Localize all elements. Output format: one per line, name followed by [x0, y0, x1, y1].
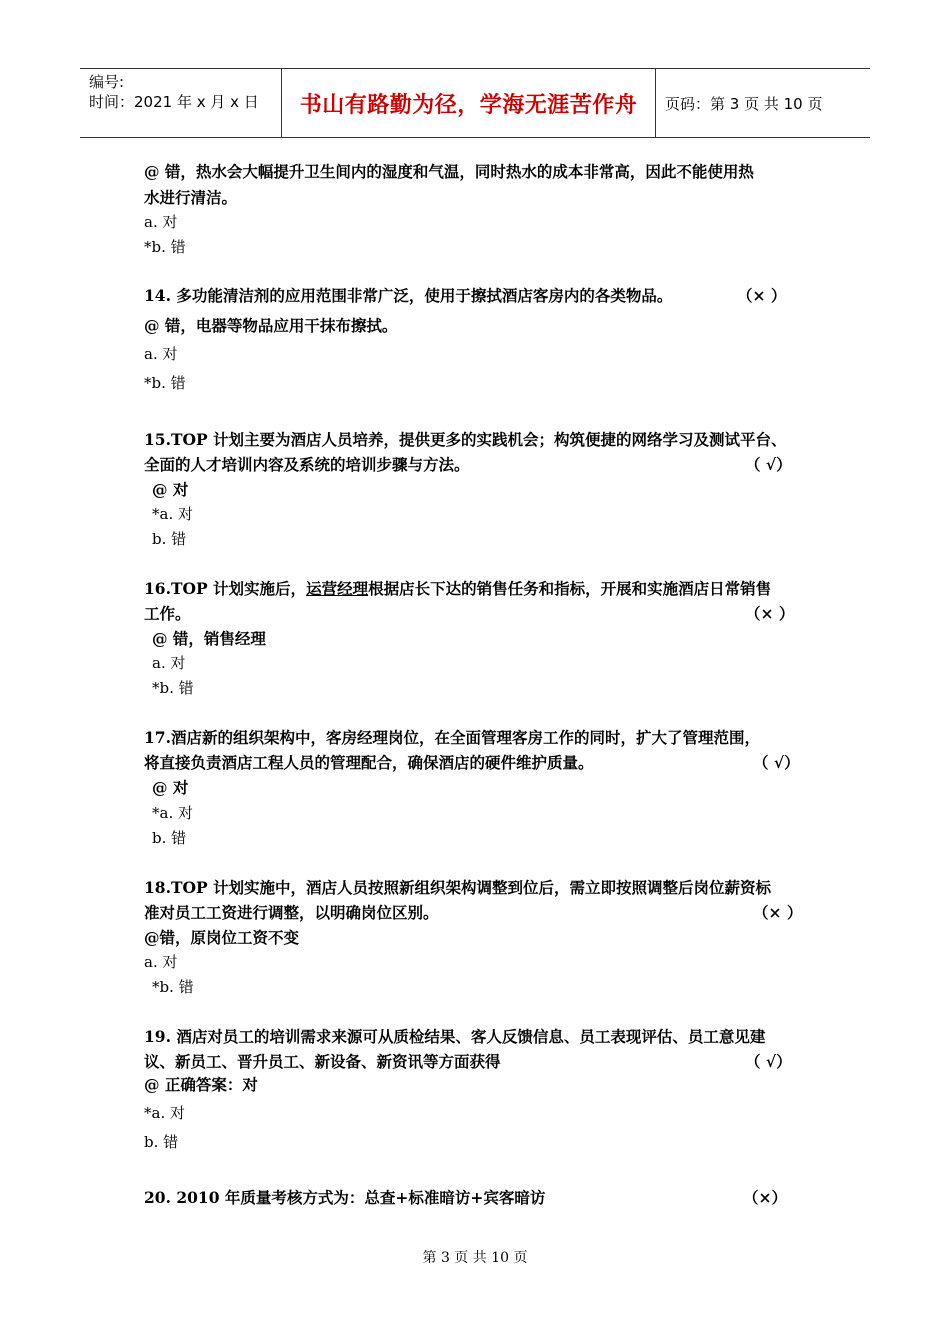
- answer-mark: （× ）: [753, 903, 803, 922]
- question-text: 20. 2010 年质量考核方式为：总查+标准暗访+宾客暗访: [144, 1188, 546, 1207]
- question-text: 16.TOP 计划实施后，运营经理根据店长下达的销售任务和指标，开展和实施酒店日常销售: [144, 579, 772, 598]
- question-text: 17.酒店新的组织架构中，客房经理岗位，在全面管理客房工作的同时，扩大了管理范围，: [144, 728, 760, 747]
- underlined-term: 运营经理: [306, 579, 369, 598]
- option-a: a. 对: [152, 654, 186, 672]
- answer-mark: （ √）: [745, 455, 792, 474]
- option-a: a. 对: [144, 213, 178, 231]
- header-motto-cell: [281, 69, 656, 137]
- question-text: 18.TOP 计划实施中，酒店人员按照新组织架构调整到位后，需立即按照调整后岗位薪资标: [144, 878, 772, 897]
- answer-mark: （× ）: [737, 286, 787, 305]
- question-text: 15.TOP 计划主要为酒店人员培养，提供更多的实践机会；构筑便捷的网络学习及测试平台、: [144, 430, 787, 449]
- option-b: b. 错: [144, 1133, 179, 1151]
- option-b: b. 错: [152, 530, 187, 548]
- header-page-info: 页码：第 3 页 共 10 页: [665, 94, 823, 113]
- option-b: *b. 错: [152, 978, 194, 996]
- answer-note: @ 错，热水会大幅提升卫生间内的湿度和气温，同时热水的成本非常高，因此不能使用热: [144, 162, 754, 181]
- date-label: 时间：2021 年 x 月 x 日: [89, 93, 259, 111]
- answer-note: @ 错，电器等物品应用干抹布擦拭。: [144, 316, 398, 335]
- question-text: 准对员工工资进行调整，以明确岗位区别。: [144, 903, 439, 922]
- option-a: *a. 对: [152, 505, 193, 523]
- question-text: 全面的人才培训内容及系统的培训步骤与方法。: [144, 455, 470, 474]
- question-text: 议、新员工、晋升员工、新设备、新资讯等方面获得: [144, 1052, 501, 1071]
- serial-label: 编号:: [89, 73, 125, 91]
- question-text: 将直接负责酒店工程人员的管理配合，确保酒店的硬件维护质量。: [144, 753, 594, 772]
- question-text: 14. 多功能清洁剂的应用范围非常广泛，使用于擦拭酒店客房内的各类物品。: [144, 286, 673, 305]
- question-text: 工作。: [144, 604, 191, 623]
- option-a: *a. 对: [144, 1104, 185, 1122]
- answer-note: @ 对: [152, 480, 189, 499]
- option-b: b. 错: [152, 829, 187, 847]
- option-a: *a. 对: [152, 804, 193, 822]
- answer-mark: （× ）: [745, 604, 795, 623]
- option-b: *b. 错: [144, 238, 186, 256]
- answer-mark: （ √）: [745, 1052, 792, 1071]
- answer-note: @ 正确答案：对: [144, 1075, 258, 1094]
- header-page-cell: [655, 69, 870, 137]
- option-a: a. 对: [144, 953, 178, 971]
- option-a: a. 对: [144, 345, 178, 363]
- answer-note: @ 对: [152, 778, 189, 797]
- footer-page-info: 第 3 页 共 10 页: [422, 1250, 528, 1266]
- option-b: *b. 错: [144, 374, 186, 392]
- motto: 书山有路勤为径，学海无涯苦作舟: [299, 92, 638, 118]
- answer-mark: （ √）: [753, 753, 800, 772]
- option-b: *b. 错: [152, 679, 194, 697]
- answer-note: @错，原岗位工资不变: [144, 928, 300, 947]
- answer-note: 水进行清洁。: [144, 188, 238, 207]
- page-footer: [0, 1247, 950, 1267]
- header-left-cell: [80, 69, 281, 137]
- question-text: 19. 酒店对员工的培训需求来源可从质检结果、客人反馈信息、员工表现评估、员工意见建: [144, 1027, 766, 1046]
- answer-note: @ 错，销售经理: [152, 629, 266, 648]
- answer-mark: （×）: [743, 1188, 787, 1207]
- page-header: [80, 68, 870, 138]
